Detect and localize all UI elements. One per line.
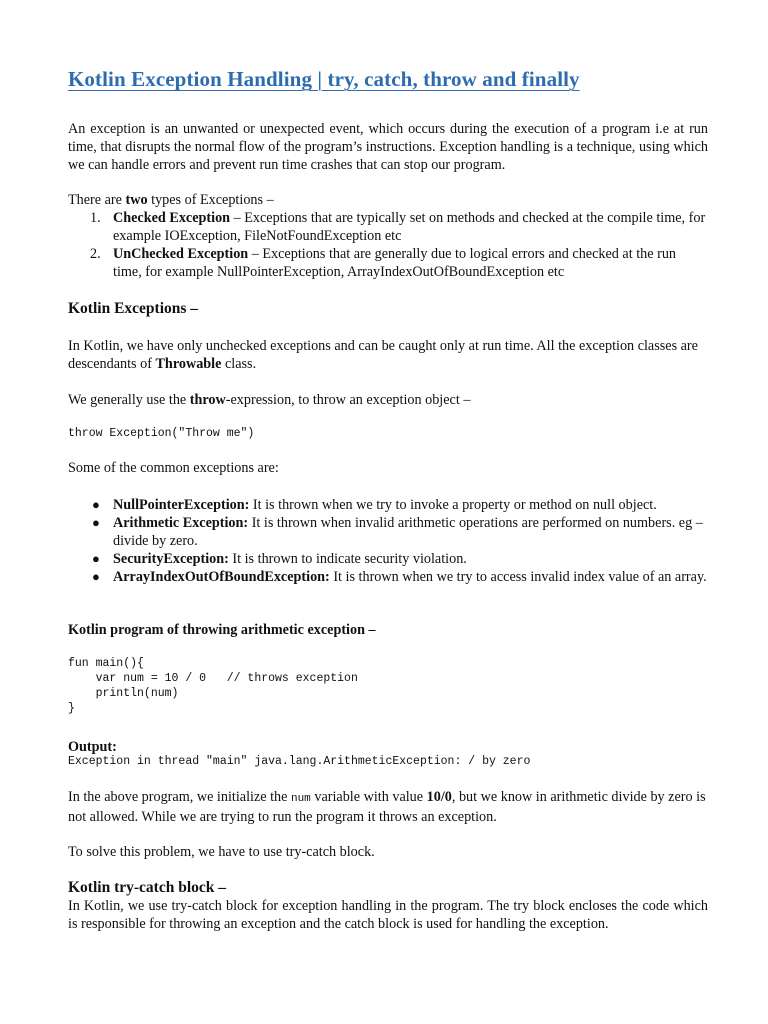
- explain-mid: variable with value: [310, 789, 427, 805]
- type-term: UnChecked Exception: [113, 246, 249, 262]
- list-item: [68, 514, 708, 550]
- ke-bold: Throwable: [155, 356, 222, 372]
- try-catch-paragraph: In Kotlin, we use try-catch block for exception handling in the program. The try block encloses the code which is responsible for throwing an exception and the catch block is used for handling the exception.: [68, 898, 708, 932]
- exception-term: SecurityException:: [113, 551, 229, 567]
- ke-pre: In Kotlin, we have only unchecked exceptions and can be caught only at run time. All the exception classes are descendants of: [68, 338, 698, 372]
- exception-term: ArrayIndexOutOfBoundException:: [113, 569, 330, 585]
- kotlin-exceptions-heading: Kotlin Exceptions –: [68, 300, 199, 317]
- intro-paragraph: An exception is an unwanted or unexpected event, which occurs during the execution of a program i.e at run time, that disrupts the normal flow of the program’s instructions. Exception handling is a technique, using which we can handle errors and prevent run time crashes that can stop our program.: [68, 121, 708, 173]
- solve-paragraph: To solve this problem, we have to use try-catch block.: [68, 844, 375, 860]
- explain-paragraph: [68, 788, 708, 826]
- program-heading: Kotlin program of throwing arithmetic exception –: [68, 622, 376, 638]
- list-item: [68, 496, 708, 514]
- bullet-icon: ●: [92, 569, 100, 584]
- list-item: [68, 209, 708, 245]
- output-code-block: Exception in thread "main" java.lang.ArithmeticException: / by zero: [68, 755, 531, 768]
- explain-pre: In the above program, we initialize the: [68, 789, 291, 805]
- bullet-icon: ●: [92, 551, 100, 566]
- types-intro-bold: two: [125, 192, 148, 208]
- explain-post: , but we know in arithmetic divide by zero is not allowed. While we are trying to run the program it throws an exception.: [68, 789, 706, 825]
- program-code-block: fun main(){ var num = 10 / 0 // throws exception println(num) }: [68, 657, 358, 715]
- types-intro-pre: There are: [68, 192, 126, 208]
- type-desc: – Exceptions that are generally due to logical errors and checked at the run time, for example NullPointerException, ArrayIndexOutOfBoundException etc: [113, 246, 677, 280]
- exception-desc: It is thrown when we try to access invalid index value of an array.: [329, 569, 707, 585]
- throw-paragraph: [68, 391, 708, 409]
- try-catch-heading: Kotlin try-catch block –: [68, 879, 226, 896]
- type-desc: – Exceptions that are typically set on methods and checked at the compile time, for example IOException, FileNotFoundException etc: [113, 210, 706, 244]
- list-item: [68, 245, 708, 281]
- exception-term: Arithmetic Exception:: [113, 515, 249, 531]
- bullet-icon: ●: [92, 515, 100, 530]
- output-label: Output:: [68, 739, 117, 755]
- exception-desc: It is thrown when we try to invoke a property or method on null object.: [249, 497, 657, 513]
- list-number: 1.: [90, 210, 101, 226]
- types-intro-post: types of Exceptions –: [147, 192, 274, 208]
- throw-post: -expression, to throw an exception object –: [225, 392, 471, 408]
- throw-code-block: throw Exception("Throw me"): [68, 427, 255, 440]
- exception-desc: It is thrown to indicate security violation.: [228, 551, 467, 567]
- list-number: 2.: [90, 246, 101, 262]
- bullet-icon: ●: [92, 497, 100, 512]
- list-item: [68, 568, 708, 586]
- explain-bold: 10/0: [426, 789, 452, 805]
- list-item: [68, 550, 708, 568]
- ke-post: class.: [221, 356, 257, 372]
- page-title: Kotlin Exception Handling | try, catch, throw and finally: [68, 67, 580, 91]
- explain-variable: num: [290, 793, 311, 805]
- exception-term: NullPointerException:: [113, 497, 250, 513]
- type-term: Checked Exception: [113, 210, 231, 226]
- common-exceptions-list: [68, 496, 708, 586]
- throw-pre: We generally use the: [68, 392, 190, 408]
- exception-desc: It is thrown when invalid arithmetic operations are performed on numbers. eg – divide by zero.: [113, 515, 703, 549]
- kotlin-exceptions-paragraph: [68, 337, 708, 373]
- throw-bold: throw: [189, 392, 226, 408]
- common-intro: Some of the common exceptions are:: [68, 460, 279, 476]
- exception-types-list: [68, 209, 708, 281]
- types-intro: [68, 191, 708, 209]
